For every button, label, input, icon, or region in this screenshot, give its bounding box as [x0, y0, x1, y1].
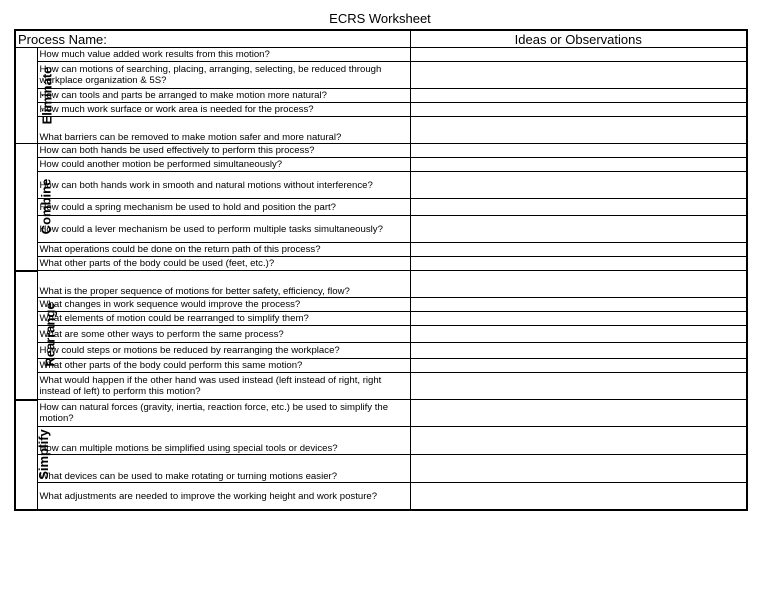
answer-cell[interactable] [410, 343, 747, 359]
answer-cell[interactable] [410, 298, 747, 312]
question-cell: How could steps or motions be reduced by rearranging the workplace? [37, 343, 410, 359]
section-eliminate [15, 48, 55, 144]
question-cell: What would happen if the other hand was used instead (left instead of right, right instead of left) to perform this motion? [37, 373, 410, 400]
table-row [15, 257, 747, 271]
table-row [15, 158, 747, 172]
question-cell: How much value added work results from this motion? [37, 48, 410, 62]
question-cell: What devices can be used to make rotating or turning motions easier? [37, 455, 410, 483]
question-cell: How can motions of searching, placing, arranging, selecting, be reduced through workplace organization & 5S? [37, 62, 410, 89]
answer-cell[interactable] [410, 326, 747, 343]
table-row [15, 216, 747, 243]
question-cell: How can natural forces (gravity, inertia, reaction force, etc.) be used to simplify the motion? [37, 400, 410, 427]
section-combine [15, 144, 54, 271]
table-row [15, 103, 747, 117]
table-row [15, 199, 747, 216]
answer-cell[interactable] [410, 271, 747, 298]
answer-cell[interactable] [410, 89, 747, 103]
answer-cell[interactable] [410, 483, 747, 511]
table-row [15, 243, 747, 257]
section-label: Combine [38, 178, 54, 235]
table-row [15, 89, 747, 103]
table-row [15, 343, 747, 359]
table-row [15, 312, 747, 326]
header-row [15, 30, 747, 48]
answer-cell[interactable] [410, 199, 747, 216]
answer-cell[interactable] [410, 172, 747, 199]
question-cell: How can both hands be used effectively to perform this process? [37, 144, 410, 158]
answer-cell[interactable] [410, 455, 747, 483]
section-rearrange [15, 271, 58, 400]
table-row [15, 144, 747, 158]
table-row [15, 400, 747, 427]
section-simplify [15, 400, 51, 511]
worksheet-title: ECRS Worksheet [329, 11, 431, 26]
answer-cell[interactable] [410, 144, 747, 158]
answer-cell[interactable] [410, 103, 747, 117]
question-cell: What other parts of the body could perform this same motion? [37, 359, 410, 373]
ecrs-table [14, 29, 748, 511]
question-cell: What other parts of the body could be used (feet, etc.)? [37, 257, 410, 271]
question-cell: What are some other ways to perform the same process? [37, 326, 410, 343]
answer-cell[interactable] [410, 359, 747, 373]
answer-cell[interactable] [410, 312, 747, 326]
question-cell: How can multiple motions be simplified using special tools or devices? [37, 427, 410, 455]
question-cell: How can tools and parts be arranged to make motion more natural? [37, 89, 410, 103]
question-cell: How could a spring mechanism be used to hold and position the part? [37, 199, 410, 216]
process-name-label: Process Name: [15, 30, 410, 48]
answer-cell[interactable] [410, 117, 747, 144]
answer-cell[interactable] [410, 243, 747, 257]
table-row [15, 326, 747, 343]
table-row [15, 455, 747, 483]
answer-cell[interactable] [410, 400, 747, 427]
table-row [15, 373, 747, 400]
section-label: Simplify [35, 428, 51, 480]
table-row [15, 172, 747, 199]
table-row [15, 427, 747, 455]
table-row [15, 483, 747, 511]
answer-cell[interactable] [410, 373, 747, 400]
table-row [15, 298, 747, 312]
question-cell: What operations could be done on the return path of this process? [37, 243, 410, 257]
question-cell: How could another motion be performed simultaneously? [37, 158, 410, 172]
answer-cell[interactable] [410, 62, 747, 89]
table-row [15, 359, 747, 373]
question-cell: How much work surface or work area is needed for the process? [37, 103, 410, 117]
table-row [15, 48, 747, 62]
question-cell: What changes in work sequence would improve the process? [37, 298, 410, 312]
answer-cell[interactable] [410, 427, 747, 455]
answer-cell[interactable] [410, 158, 747, 172]
section-label: Rearrange [42, 302, 58, 367]
question-cell: What adjustments are needed to improve the working height and work posture? [37, 483, 410, 511]
answer-cell[interactable] [410, 257, 747, 271]
question-cell: What barriers can be removed to make motion safer and more natural? [37, 117, 410, 144]
question-cell: What elements of motion could be rearranged to simplify them? [37, 312, 410, 326]
question-cell: What is the proper sequence of motions for better safety, efficiency, flow? [37, 271, 410, 298]
table-row [15, 62, 747, 89]
question-cell: How can both hands work in smooth and natural motions without interference? [37, 172, 410, 199]
question-cell: How could a lever mechanism be used to perform multiple tasks simultaneously? [37, 216, 410, 243]
table-row [15, 117, 747, 144]
table-row [15, 271, 747, 298]
ideas-header: Ideas or Observations [410, 30, 747, 48]
answer-cell[interactable] [410, 216, 747, 243]
answer-cell[interactable] [410, 48, 747, 62]
section-label: Eliminate [39, 66, 55, 124]
